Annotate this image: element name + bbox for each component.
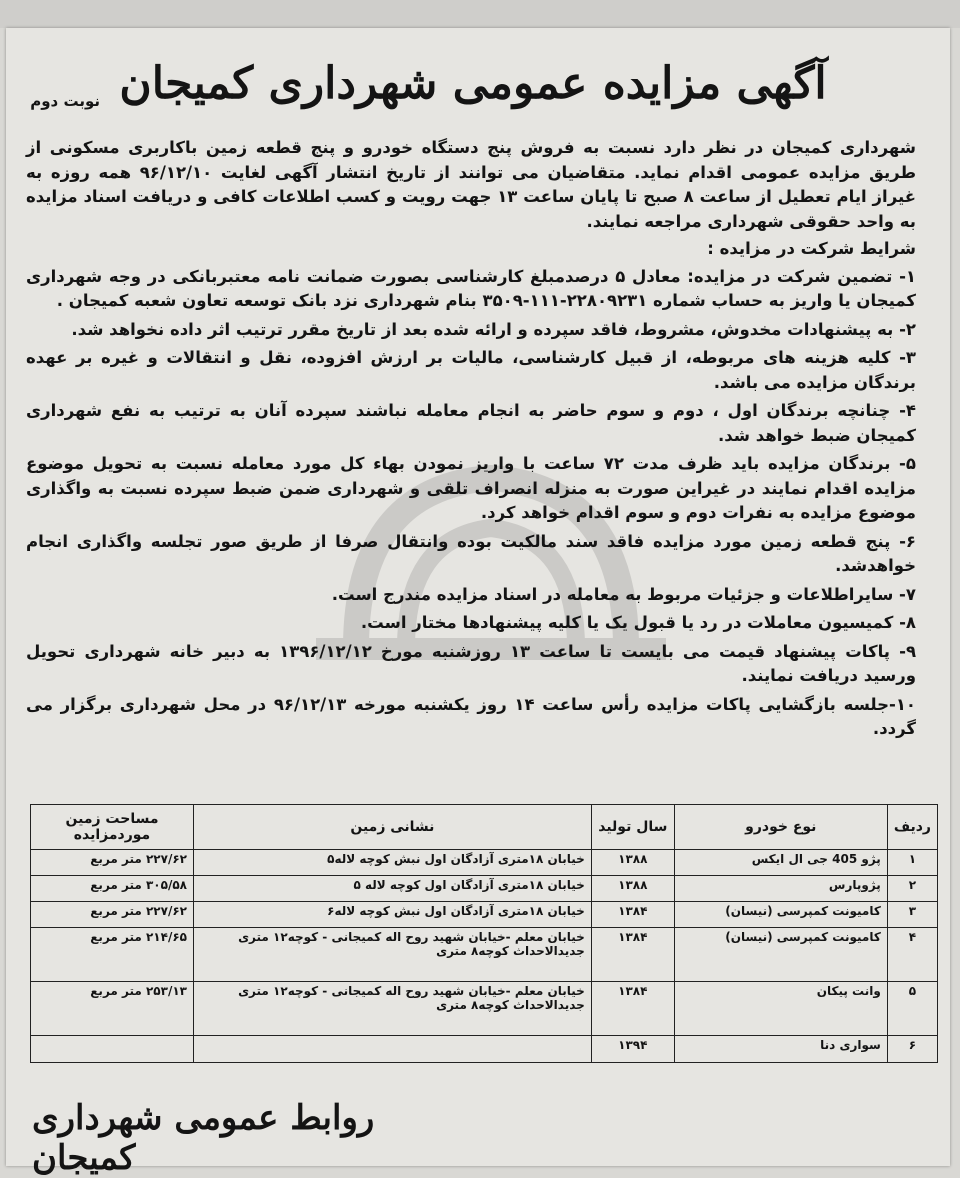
condition-item: ۲- به پیشنهادات مخدوش، مشروط، فاقد سپرده و ارائه شده بعد از تاریخ مقرر ترتیب اثر داده نخواهد شد. [71,319,916,339]
table-row [31,928,938,982]
auction-items-table [30,804,938,1063]
condition-item: ۶- پنج قطعه زمین مورد مزایده فاقد سند مالکیت بوده وانتقال صرفا از طریق صور تجلسه واگذاری انجام خواهدشد. [26,531,916,575]
ad-header [30,58,910,132]
table-row [31,876,938,902]
conditions-heading: شرایط شرکت در مزایده : [707,239,916,258]
cell-row: ۳ [887,902,937,928]
cell-row: ۴ [887,928,937,982]
cell-area: ۳۰۵/۵۸ متر مربع [31,876,194,902]
col-vehicle-type: نوع خودرو [674,805,887,850]
table-row [31,850,938,876]
cell-area: ۲۱۴/۶۵ متر مربع [31,928,194,982]
cell-address: خیابان ۱۸متری آزادگان اول نبش کوچه لاله۶ [194,902,592,928]
cell-vehicle: پژو 405 جی ال ایکس [674,850,887,876]
condition-item: ۱- تضمین شرکت در مزایده: معادل ۵ درصدمبلغ کارشناسی بصورت ضمانت نامه معتبربانکی در وجه شهرداری کمیجان یا واریز به حساب شماره ۲۲۸۰۹۲۳۱-۱۱۱-۳۵۰۹ بنام شهرداری نزد بانک توسعه تعاون شعبه کمیجان . [26,266,916,310]
top-strip [0,0,960,28]
cell-year: ۱۳۸۴ [591,982,674,1036]
cell-row: ۱ [887,850,937,876]
table-row [31,982,938,1036]
cell-year: ۱۳۹۴ [591,1036,674,1063]
cell-vehicle: وانت پیکان [674,982,887,1036]
cell-row: ۵ [887,982,937,1036]
col-area: مساحت زمین موردمزایده [31,805,194,850]
condition-item: ۷- سایراطلاعات و جزئیات مربوط به معامله در اسناد مزایده مندرج است. [331,584,916,604]
cell-area: ۲۲۷/۶۲ متر مربع [31,902,194,928]
cell-address: خیابان ۱۸متری آزادگان اول کوچه لاله ۵ [194,876,592,902]
table-header-row [31,805,938,850]
table-row [31,902,938,928]
condition-item: ۵- برندگان مزایده باید ظرف مدت ۷۲ ساعت با واریز نمودن بهاء کل مورد معامله نسبت به تحویل موضوع مزایده اقدام نمایند در غیراین صورت به منزله انصراف تلقی و شهرداری ضمن ضبط سپرده نسبت به واگذاری موضوع مزایده به نفرات دوم و سوم اقدام خواهد کرد. [26,454,916,522]
condition-item: ۱۰-جلسه بازگشایی پاکات مزایده رأس ساعت ۱۴ روز یکشنبه مورخه ۹۶/۱۲/۱۳ در محل شهرداری برگزار می گردد. [26,694,916,738]
ad-body [26,136,916,746]
condition-item: ۸- کمیسیون معاملات در رد یا قبول یک یا کلیه پیشنهادها مختار است. [360,613,916,632]
cell-address: خیابان معلم -خیابان شهید روح اله کمیجانی - کوچه۱۲ متری جدیدالاحداث کوچه۸ متری [194,928,592,982]
cell-address [194,1036,592,1063]
footer-signature: روابط عمومی شهرداری کمیجان [32,1098,375,1178]
cell-year: ۱۳۸۴ [591,928,674,982]
condition-item: ۳- کلیه هزینه های مربوطه، از قبیل کارشناسی، مالیات بر ارزش افزوده، نقل و انتقالات و غیره بر عهده برندگان مزایده می باشد. [26,348,916,392]
intro-paragraph: شهرداری کمیجان در نظر دارد نسبت به فروش پنج دستگاه خودرو و پنج قطعه زمین باکاربری مسکونی از طریق مزایده عمومی اقدام نماید. متقاضیان می توانند از تاریخ انتشار آگهی لغایت ۹۶/۱۲/۱۰ همه روزه به غیراز ایام تعطیل از ساعت ۸ صبح تا پایان ساعت ۱۳ جهت رویت و کسب اطلاعات کافی و دریافت اسناد مزایده به واحد حقوقی شهرداری مراجعه نمایند. [26,138,916,231]
cell-area: ۲۵۳/۱۳ متر مربع [31,982,194,1036]
col-year: سال تولید [591,805,674,850]
cell-vehicle: سواری دنا [674,1036,887,1063]
table-row [31,1036,938,1063]
cell-address: خیابان ۱۸متری آزادگان اول نبش کوچه لاله۵ [194,850,592,876]
cell-row: ۶ [887,1036,937,1063]
publication-turn: نوبت دوم [30,92,100,110]
cell-year: ۱۳۸۸ [591,876,674,902]
cell-vehicle: کامیونت کمپرسی (نیسان) [674,928,887,982]
ad-title: آگهی مزایده عمومی شهرداری کمیجان [119,58,827,109]
cell-vehicle: پژوپارس [674,876,887,902]
col-address: نشانی زمین [194,805,592,850]
cell-row: ۲ [887,876,937,902]
condition-item: ۹- پاکات پیشنهاد قیمت می بایست تا ساعت ۱۳ روزشنبه مورخ ۱۳۹۶/۱۲/۱۲ به دبیر خانه شهرداری تحویل ورسید دریافت نمایند. [26,641,917,685]
condition-item: ۴- چنانچه برندگان اول ، دوم و سوم حاضر به انجام معامله نباشند سپرده آنان به ترتیب به نفع شهرداری کمیجان ضبط خواهد شد. [26,401,916,445]
cell-year: ۱۳۸۴ [591,902,674,928]
cell-address: خیابان معلم -خیابان شهید روح اله کمیجانی - کوچه۱۲ متری جدیدالاحداث کوچه۸ متری [194,982,592,1036]
cell-area [31,1036,194,1063]
cell-vehicle: کامیونت کمپرسی (نیسان) [674,902,887,928]
cell-area: ۲۲۷/۶۲ متر مربع [31,850,194,876]
col-row: ردیف [887,805,937,850]
cell-year: ۱۳۸۸ [591,850,674,876]
